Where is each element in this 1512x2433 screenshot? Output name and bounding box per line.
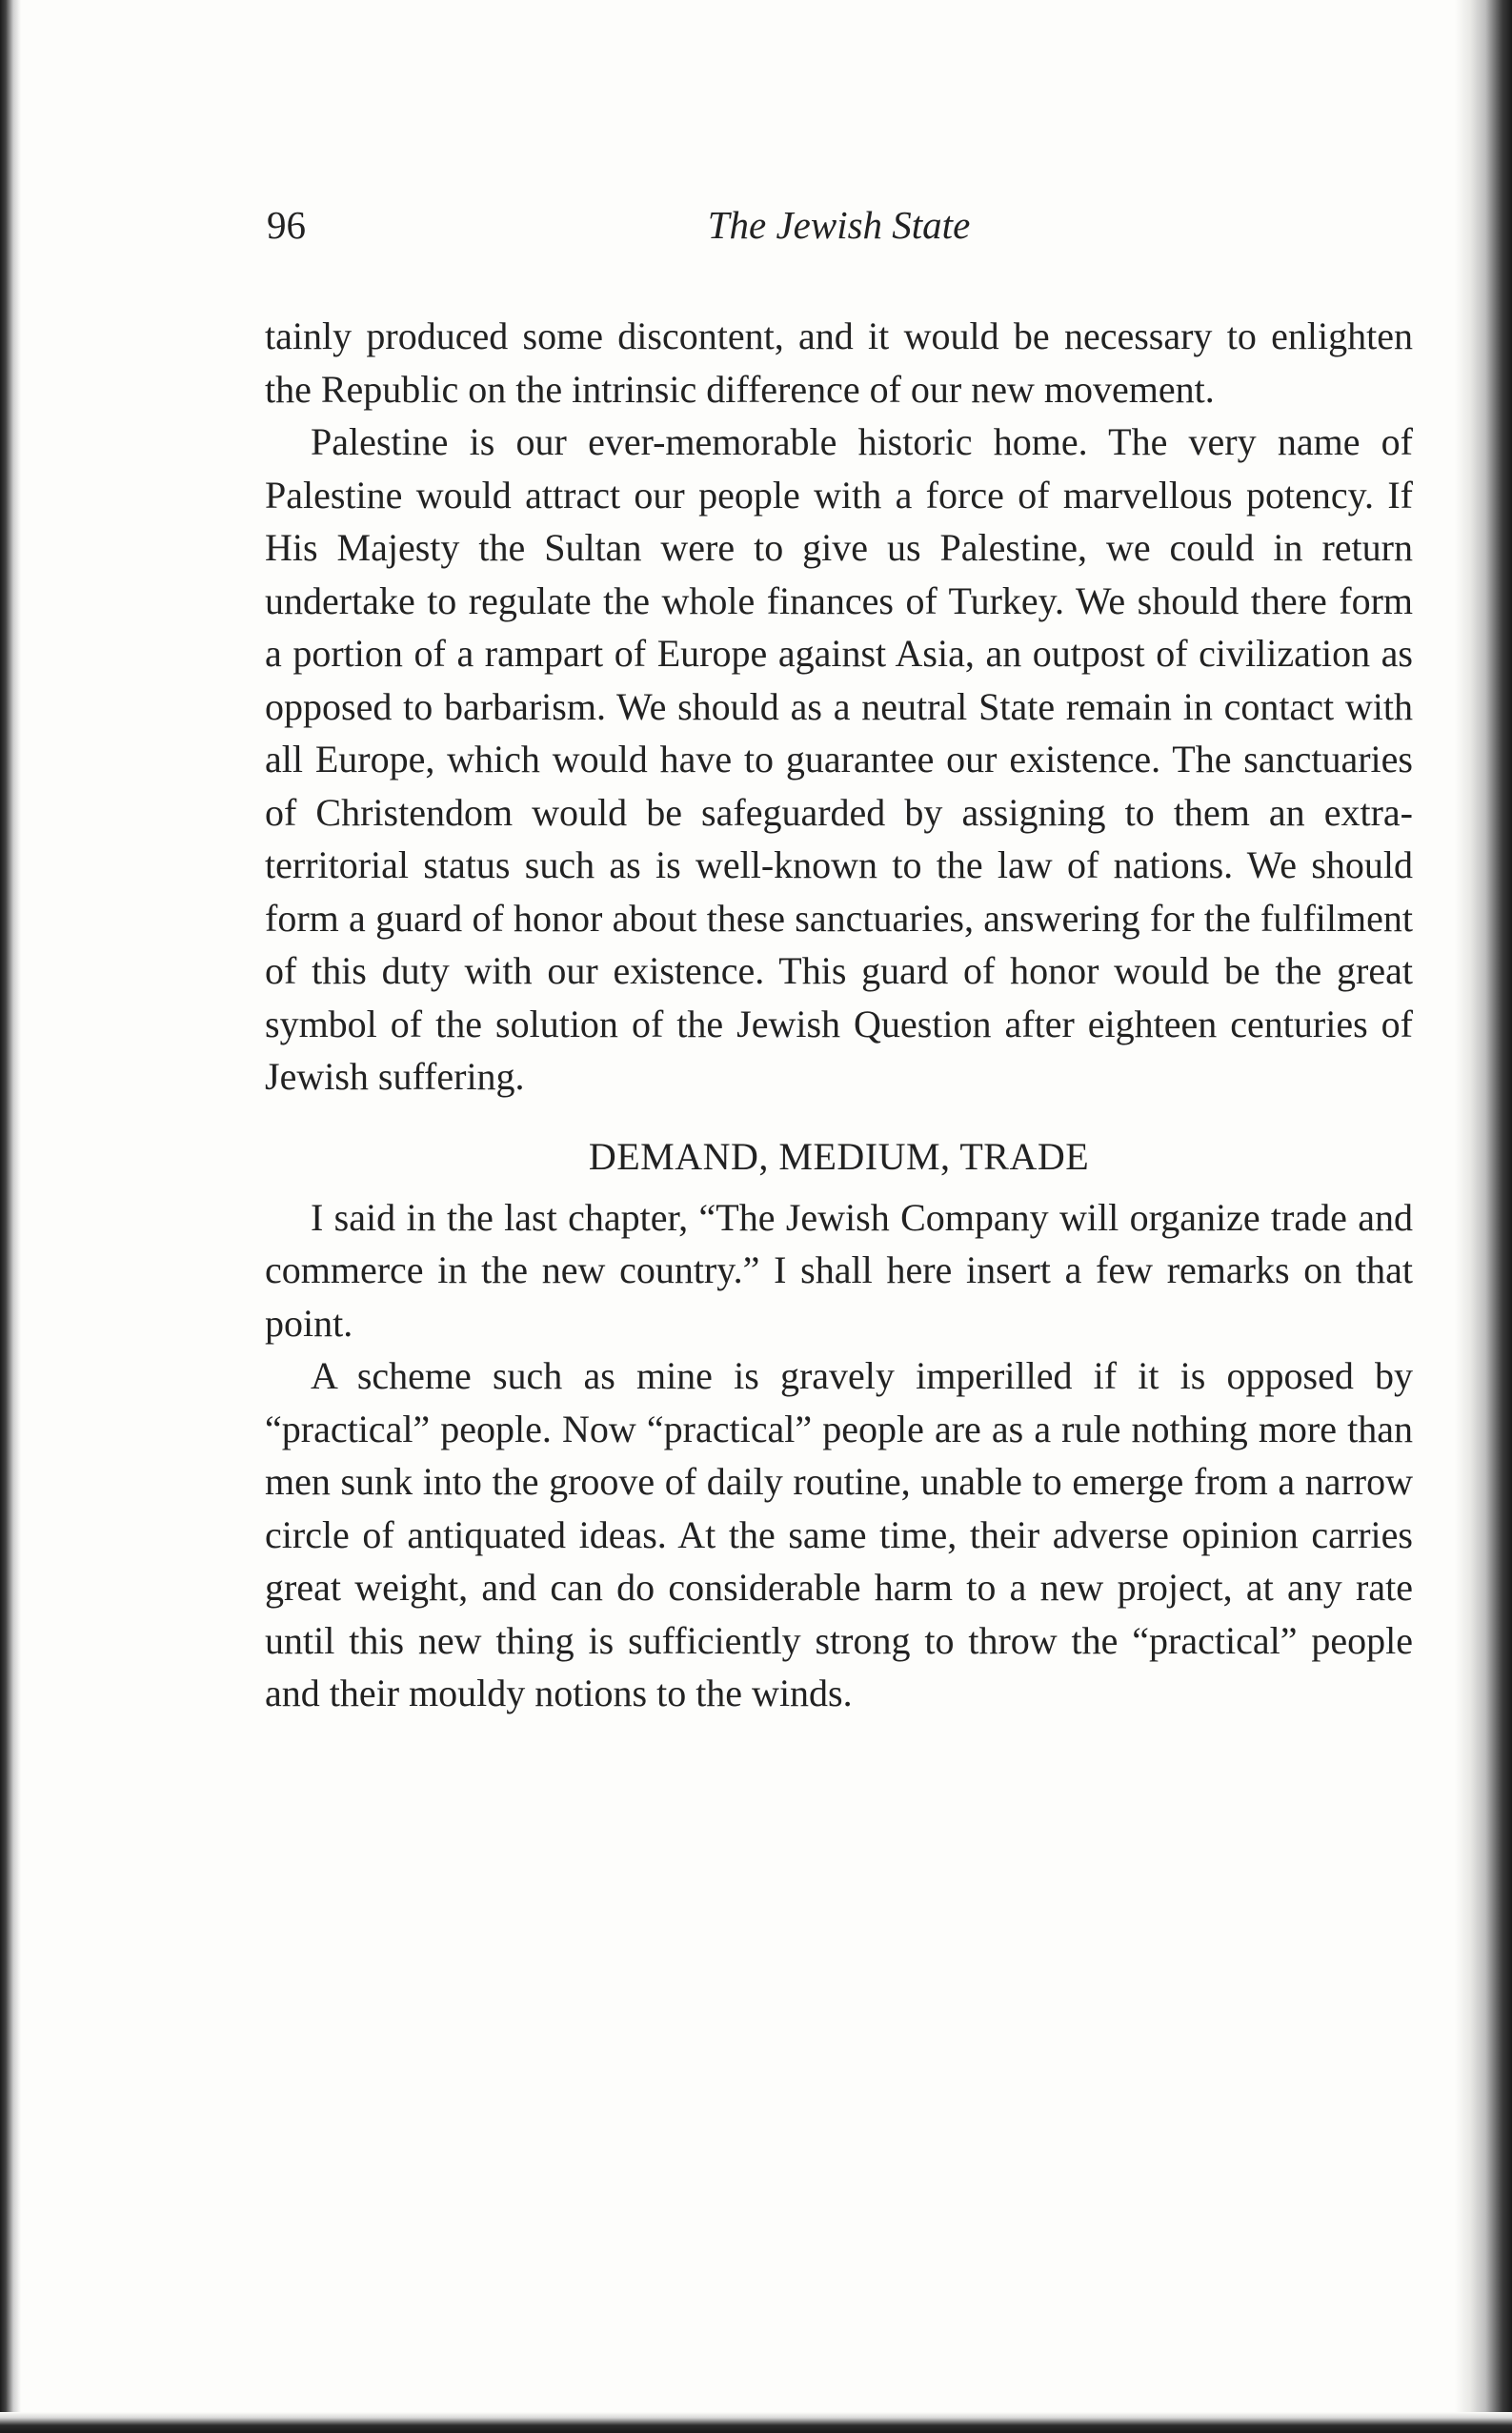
paragraph: tainly produced some discontent, and it would be necessary to enlighten the Republic on the intrinsic difference of our new movement. — [265, 314, 1413, 411]
running-head — [265, 191, 1413, 267]
paragraph: I said in the last chapter, “The Jewish Company will organize trade and commerce in the new country.” I shall here insert a few remarks on that point. — [265, 1195, 1413, 1345]
scan-edge-bottom — [0, 2412, 1512, 2433]
book-title: The Jewish State — [707, 203, 971, 247]
paragraph: A scheme such as mine is gravely imperilled if it is opposed by “practical” people. Now “practical” people are as a rule nothing more than men sunk into the groove of daily routine, unable to emerge from a narrow circle of antiquated ideas. At the same time, their adverse opinion carries great weight, and can do considerable harm to a new project, at any rate until this new thing is sufficiently strong to throw the “practical” people and their mouldy notions to the winds. — [265, 1354, 1413, 1714]
page-number: 96 — [267, 203, 306, 247]
section-heading: DEMAND, MEDIUM, TRADE — [588, 1134, 1090, 1178]
paragraph: Palestine is our ever-memorable historic home. The very name of Palestine would attract our people with a force of marvellous potency. If His Majesty the Sultan were to give us Palestine, we could in return undertake to regulate the whole finances of Turkey. We should there form a portion of a rampart of Europe against Asia, an outpost of civilization as opposed to barbarism. We should as a neutral State remain in contact with all Europe, which would have to guarantee our existence. The sanctuaries of Christendom would be safeguarded by assigning to them an extra-territorial status such as is well-known to the law of nations. We should form a guard of honor about these sanctuaries, answering for the fulfilment of this duty with our existence. This guard of honor would be the great symbol of the solution of the Jewish Question after eighteen centuries of Jewish suffering. — [265, 420, 1413, 1098]
scan-edge-left — [0, 0, 21, 2433]
body-text — [265, 310, 1413, 1720]
book-page — [265, 191, 1413, 2344]
scan-edge-right — [1455, 0, 1512, 2433]
